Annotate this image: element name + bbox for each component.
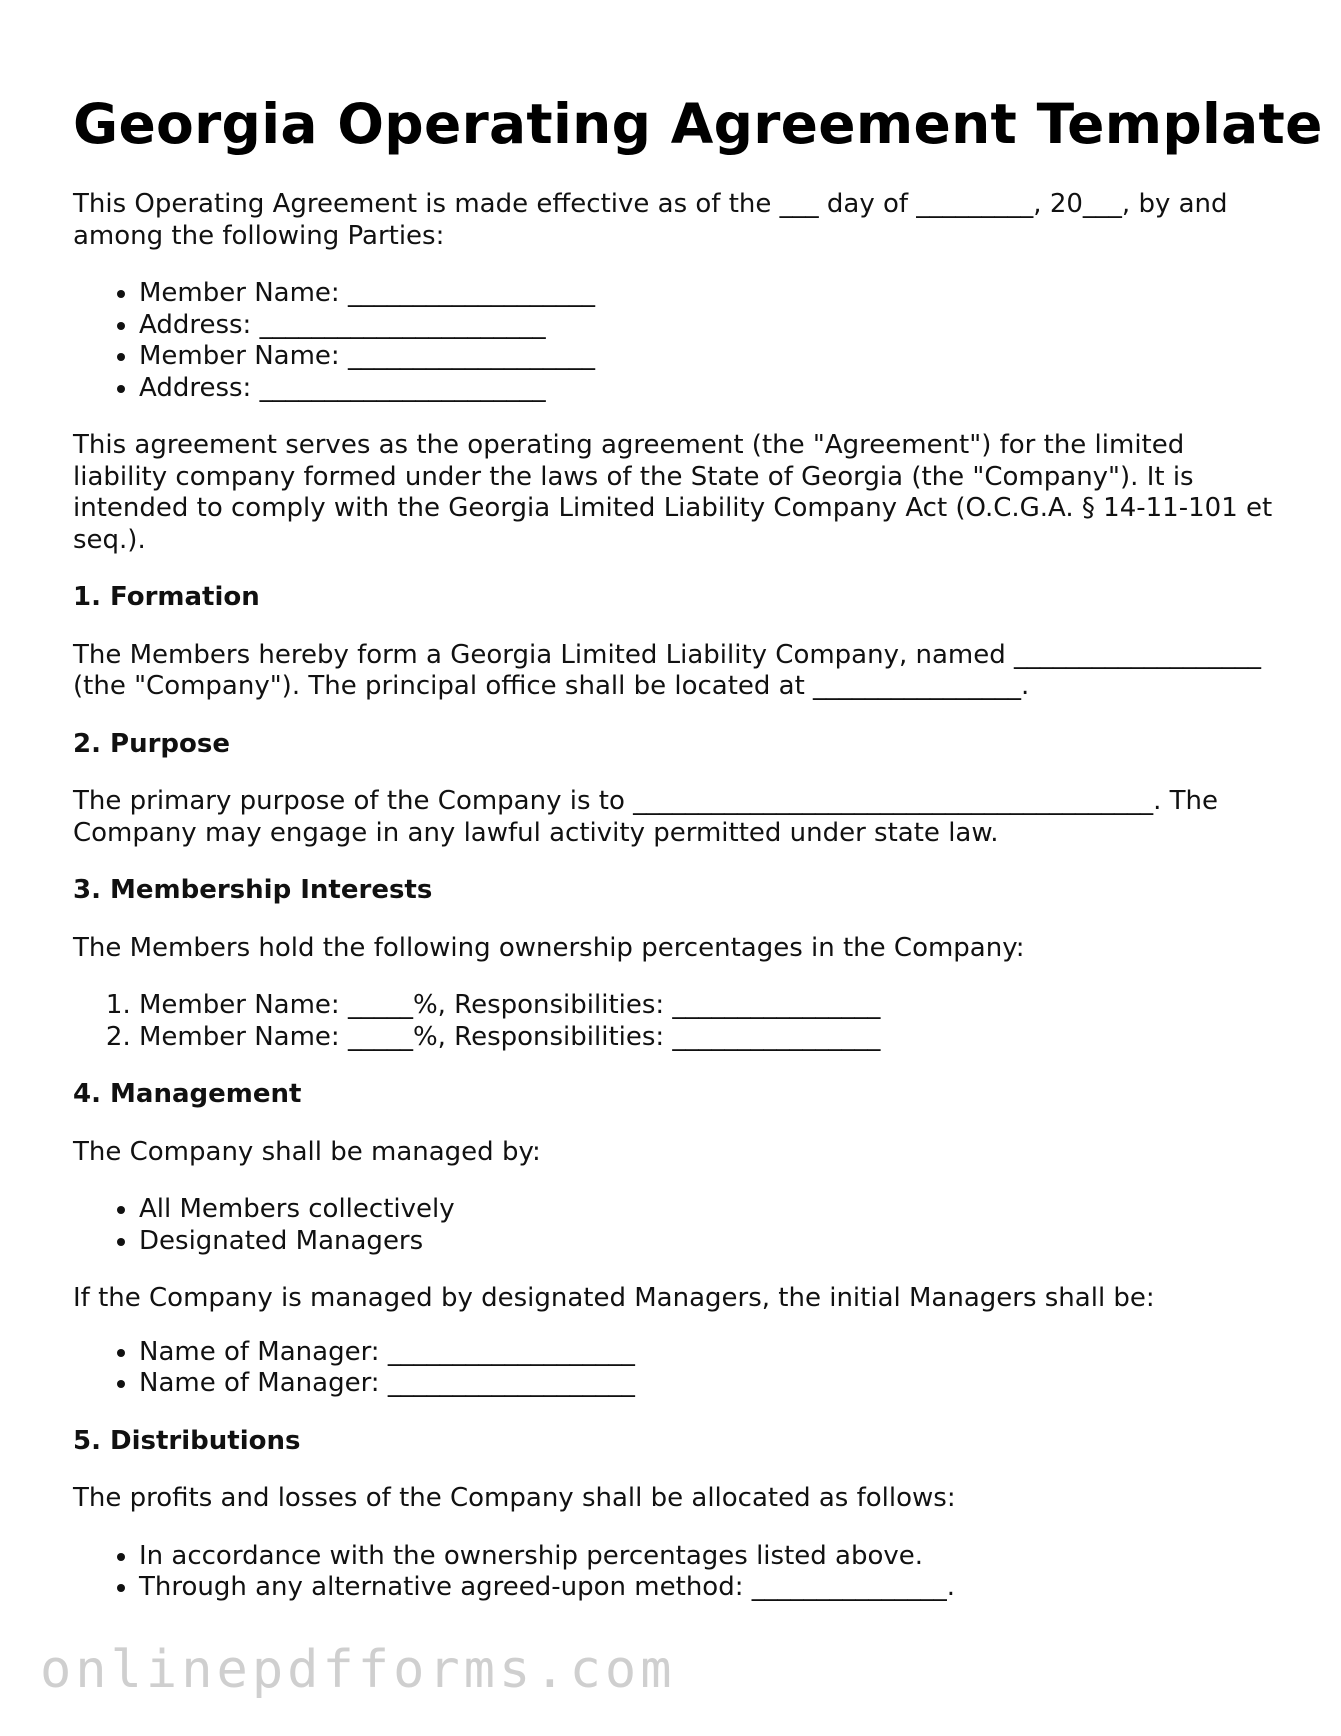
section-heading-membership: 3. Membership Interests xyxy=(73,875,433,905)
section-heading-formation: 1. Formation xyxy=(73,582,260,612)
list-item: • Name of Manager: ___________________ xyxy=(139,1337,1273,1369)
membership-list xyxy=(73,990,1273,1053)
list-item: • Address: ______________________ xyxy=(139,373,1273,405)
section-heading-management: 4. Management xyxy=(73,1079,302,1109)
distributions-paragraph: The profits and losses of the Company shall be allocated as follows: xyxy=(73,1483,956,1513)
list-item: • Member Name: ___________________ xyxy=(139,278,1273,310)
watermark: onlinepdfforms.com xyxy=(40,1640,676,1700)
list-item: • Address: ______________________ xyxy=(139,310,1273,342)
management-options-list xyxy=(73,1194,1273,1257)
parties-list xyxy=(73,278,1273,404)
document-title: Georgia Operating Agreement Template xyxy=(73,92,1323,156)
agreement-paragraph: This agreement serves as the operating agreement (the "Agreement") for the limited liability company formed under the laws of the State of Georgia (the "Company"). It is intended to comply with the Georgia Limited Liability Company Act (O.C.G.A. § 14-11-101 et seq.). xyxy=(73,430,1273,555)
formation-paragraph: The Members hereby form a Georgia Limited Liability Company, named ___________________ (the "Company"). The principal office shall be located at ________________. xyxy=(73,639,1262,701)
section-heading-distributions: 5. Distributions xyxy=(73,1425,301,1456)
managers-paragraph: If the Company is managed by designated Managers, the initial Managers shall be: xyxy=(73,1283,1155,1313)
list-item: • All Members collectively xyxy=(139,1194,1273,1226)
intro-paragraph: This Operating Agreement is made effective as of the ___ day of _________, 20___, by and among the following Parties: xyxy=(73,189,1228,251)
list-item: 2. Member Name: _____%, Responsibilities: ________________ xyxy=(139,1022,1273,1054)
section-heading-purpose: 2. Purpose xyxy=(73,728,230,759)
management-paragraph: The Company shall be managed by: xyxy=(73,1136,541,1167)
membership-paragraph: The Members hold the following ownership percentages in the Company: xyxy=(73,932,1025,963)
document-page xyxy=(73,0,1323,1604)
distributions-list xyxy=(73,1541,1273,1604)
list-item: • Through any alternative agreed-upon method: _______________. xyxy=(139,1572,1273,1604)
purpose-paragraph: The primary purpose of the Company is to ________________________________________. The Company may engage in any lawful activity permitted under state law. xyxy=(73,786,1219,848)
managers-list xyxy=(73,1337,1273,1400)
list-item: 1. Member Name: _____%, Responsibilities: ________________ xyxy=(139,990,1273,1022)
list-item: • In accordance with the ownership percentages listed above. xyxy=(139,1541,1273,1573)
list-item: • Member Name: ___________________ xyxy=(139,341,1273,373)
list-item: • Designated Managers xyxy=(139,1226,1273,1258)
list-item: • Name of Manager: ___________________ xyxy=(139,1368,1273,1400)
